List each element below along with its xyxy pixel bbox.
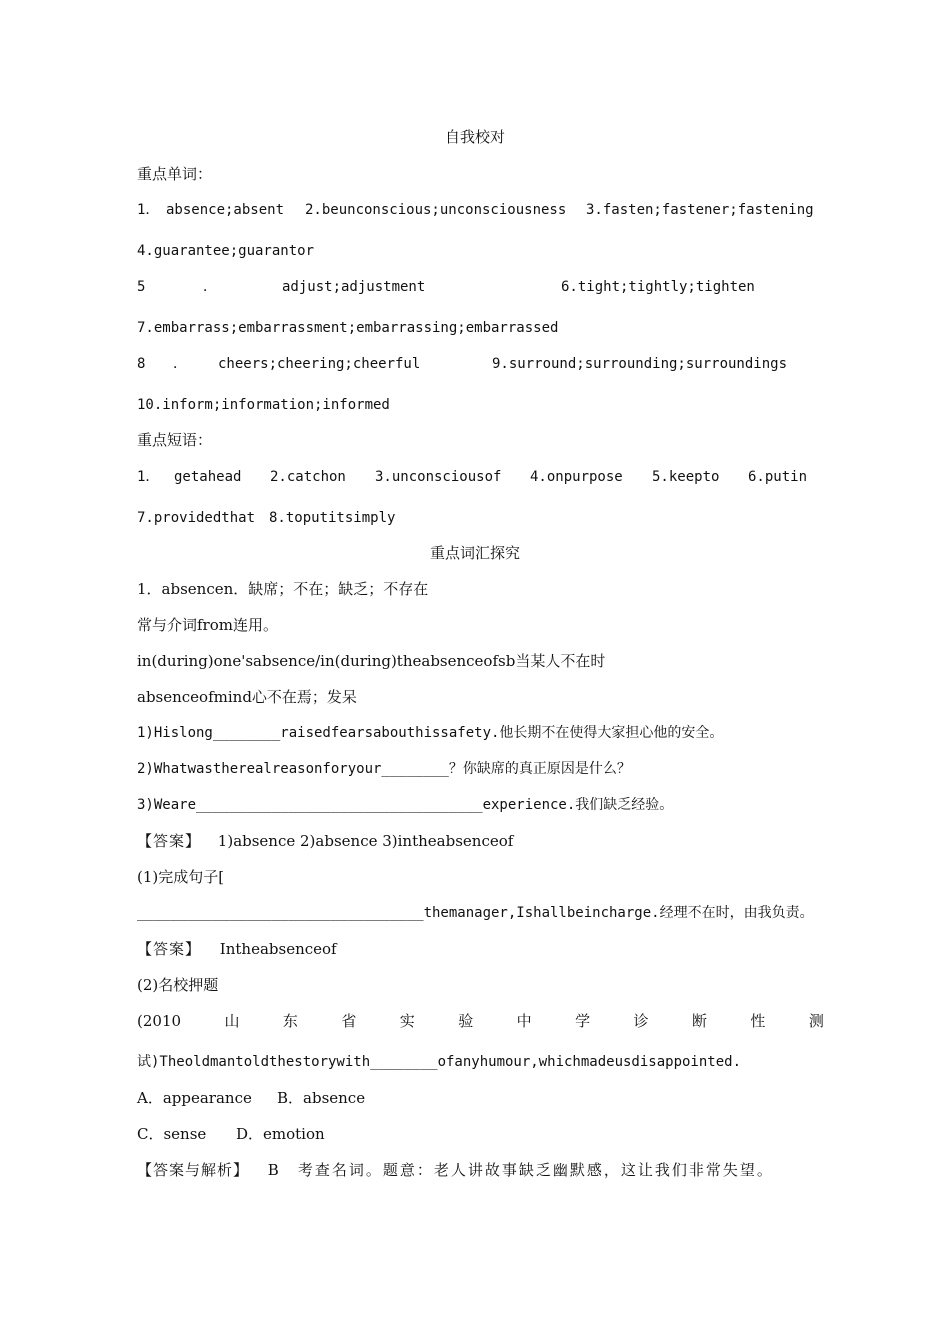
key-phrases-heading: 重点短语：: [137, 431, 213, 449]
word-entry: 3.fasten;fastener;fastening: [586, 202, 814, 218]
phrase-entry: 7.providedthat: [137, 510, 256, 526]
key-words-heading: 重点单词：: [137, 165, 213, 183]
source-part: 中: [516, 1012, 532, 1030]
phrase-entry: 4.onpurpose: [530, 469, 623, 485]
item-number: 1．: [137, 469, 160, 485]
word-entry: 9.surround;surrounding;surroundings: [492, 356, 788, 372]
source-part: 省: [341, 1012, 357, 1030]
word-entry: 2.beunconscious;unconsciousness: [305, 202, 567, 218]
source-part: 实: [399, 1012, 415, 1030]
key-words-row-6: 10.inform;information;informed: [137, 397, 390, 413]
exercise-line: 2)Whatwastherealreasonforyour________？你缺席的真正原因是什么？: [137, 761, 631, 777]
key-words-row-2: 4.guarantee;guarantor: [137, 243, 315, 259]
entry-headword: 1．absencen．缺席；不在；缺乏；不存在: [137, 580, 429, 598]
source-part: 性: [750, 1012, 766, 1030]
option-a: A．appearance: [137, 1089, 252, 1107]
answer-label: 【答案与解析】: [137, 1161, 250, 1179]
answer-label: 【答案】: [137, 940, 202, 958]
item-number: 8: [137, 356, 146, 372]
phrase-entry: 3.unconsciousof: [375, 469, 502, 485]
source-part: (2010: [137, 1012, 182, 1030]
answer-analysis-line: [137, 1160, 830, 1180]
option-b: B．absence: [277, 1089, 366, 1107]
usage-note: 常与介词from连用。: [137, 616, 278, 634]
phrase-entry: 8.toputitsimply: [269, 510, 396, 526]
source-part: 验: [458, 1012, 474, 1030]
usage-phrase: absenceofmind心不在焉；发呆: [137, 688, 357, 706]
exercise-line: 试)Theoldmantoldthestorywith________ofanyhumour,whichmadeusdisappointed.: [137, 1054, 742, 1070]
source-part: 断: [691, 1012, 707, 1030]
word-entry: cheers;cheering;cheerful: [218, 356, 421, 372]
exercise-heading: (2)名校押题: [137, 976, 219, 994]
answer-line: [137, 939, 824, 959]
phrase-entry: 2.catchon: [270, 469, 346, 485]
source-part: 山: [224, 1012, 240, 1030]
word-entry: adjust;adjustment: [282, 279, 426, 295]
answer-line: [137, 831, 824, 851]
page-title: 自我校对: [444, 128, 505, 146]
word-entry: 6.tight;tightly;tighten: [561, 279, 755, 295]
source-part: 学: [575, 1012, 591, 1030]
phrase-entry: getahead: [174, 469, 242, 485]
exercise-line: 3)Weare__________________________________experience.我们缺乏经验。: [137, 797, 674, 813]
answer-text: Intheabsenceof: [219, 940, 337, 958]
justified-source-line: [137, 1011, 824, 1031]
key-words-row-4: 7.embarrass;embarrassment;embarrassing;embarrassed: [137, 320, 559, 336]
source-part: 诊: [633, 1012, 649, 1030]
phrase-entry: 6.putin: [748, 469, 808, 485]
option-d: D．emotion: [236, 1125, 325, 1143]
item-dot: ．: [203, 279, 217, 295]
exercise-heading: (1)完成句子[: [137, 868, 225, 886]
item-number: 1．: [137, 202, 160, 218]
source-part: 测: [808, 1012, 824, 1030]
item-dot: ．: [173, 356, 187, 372]
answer-label: 【答案】: [137, 832, 202, 850]
exercise-line: __________________________________themanager,Ishallbeincharge.经理不在时，由我负责。: [137, 905, 814, 921]
option-c: C．sense: [137, 1125, 207, 1143]
exercise-line: 1)Hislong________raisedfearsabouthissafety.他长期不在使得大家担心他的安全。: [137, 725, 724, 741]
source-part: 东: [282, 1012, 298, 1030]
usage-phrase: in(during)one'sabsence/in(during)theabsenceofsb当某人不在时: [137, 652, 606, 670]
item-number: 5: [137, 279, 146, 295]
section-title: 重点词汇探究: [429, 544, 520, 562]
answer-text: B 考查名词。题意：老人讲故事缺乏幽默感，这让我们非常失望。: [267, 1161, 774, 1179]
answer-text: 1)absence 2)absence 3)intheabsenceof: [217, 832, 514, 850]
word-entry: absence;absent: [166, 202, 285, 218]
phrase-entry: 5.keepto: [652, 469, 720, 485]
